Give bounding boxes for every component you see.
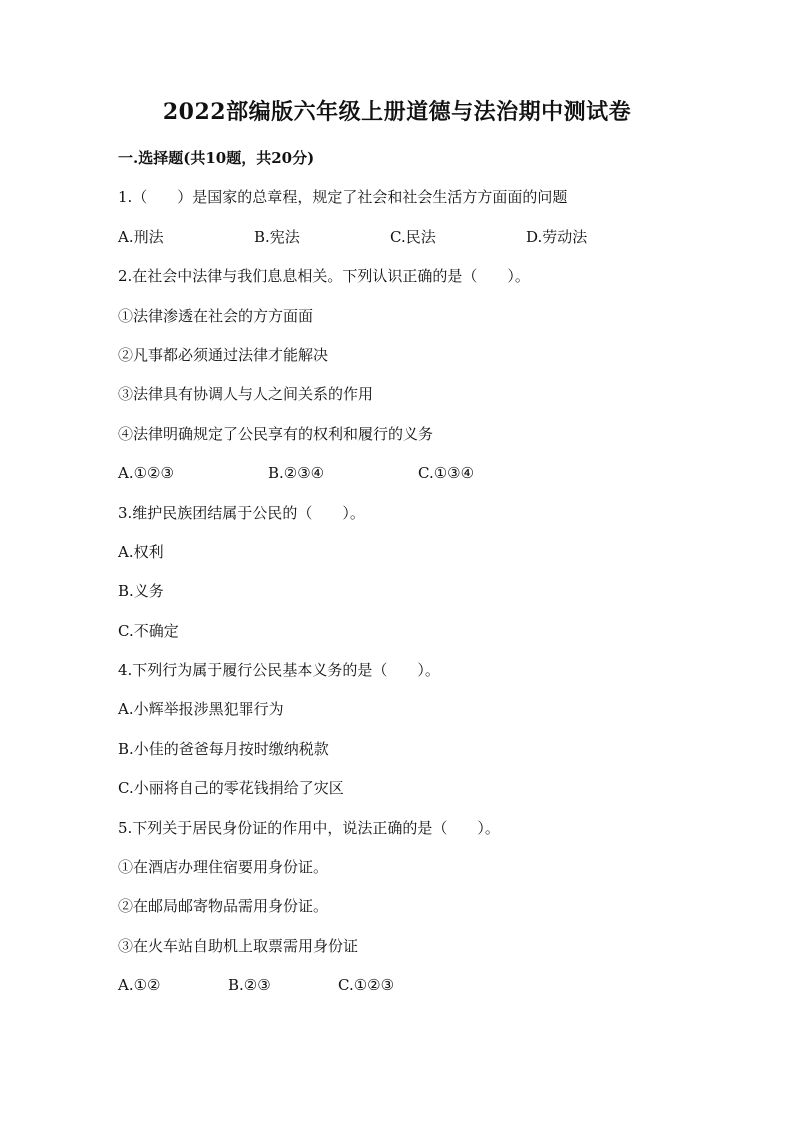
question-4-option-b: B.小佳的爸爸每月按时缴纳税款 bbox=[118, 739, 329, 758]
question-5-statement-1: ①在酒店办理住宿要用身份证。 bbox=[118, 858, 329, 877]
question-5-stem: 5.下列关于居民身份证的作用中，说法正确的是（ ）。 bbox=[118, 818, 500, 837]
question-2-statement-1: ①法律渗透在社会的方方面面 bbox=[118, 306, 314, 325]
question-5-statement-2: ②在邮局邮寄物品需用身份证。 bbox=[118, 897, 329, 916]
question-2-stem: 2.在社会中法律与我们息息相关。下列认识正确的是（ ）。 bbox=[118, 267, 530, 286]
question-2-statement-2: ②凡事都必须通过法律才能解决 bbox=[118, 345, 329, 364]
question-5-statement-3: ③在火车站自助机上取票需用身份证 bbox=[118, 936, 359, 955]
question-1-options bbox=[118, 227, 676, 247]
question-1-option-c: C.民法 bbox=[390, 227, 436, 246]
question-4-stem: 4.下列行为属于履行公民基本义务的是（ ）。 bbox=[118, 661, 440, 680]
question-3-option-b: B.义务 bbox=[118, 582, 164, 601]
question-5-option-b: B.②③ bbox=[228, 976, 271, 995]
question-2-statement-3: ③法律具有协调人与人之间关系的作用 bbox=[118, 385, 374, 404]
question-1-option-a: A.刑法 bbox=[118, 227, 164, 246]
question-3-option-a: A.权利 bbox=[118, 542, 164, 561]
section-heading: 一.选择题(共10题，共20分) bbox=[118, 149, 315, 167]
question-2-options bbox=[118, 463, 676, 483]
question-1-option-d: D.劳动法 bbox=[526, 227, 588, 246]
question-2-option-a: A.①②③ bbox=[118, 464, 174, 483]
question-5-options bbox=[118, 975, 676, 995]
question-3-stem: 3.维护民族团结属于公民的（ ）。 bbox=[118, 503, 365, 522]
question-4-option-c: C.小丽将自己的零花钱捐给了灾区 bbox=[118, 779, 344, 798]
question-2-option-c: C.①③④ bbox=[418, 464, 475, 483]
question-1-option-b: B.宪法 bbox=[254, 227, 300, 246]
question-3-option-c: C.不确定 bbox=[118, 621, 179, 640]
question-4-option-a: A.小辉举报涉黑犯罪行为 bbox=[118, 700, 284, 719]
question-2-option-b: B.②③④ bbox=[268, 464, 325, 483]
question-5-option-a: A.①② bbox=[118, 976, 161, 995]
question-1-stem: 1.（ ）是国家的总章程，规定了社会和社会生活方方面面的问题 bbox=[118, 188, 568, 207]
question-2-statement-4: ④法律明确规定了公民享有的权利和履行的义务 bbox=[118, 424, 434, 443]
exam-title: 2022部编版六年级上册道德与法治期中测试卷 bbox=[162, 99, 632, 125]
question-5-option-c: C.①②③ bbox=[338, 976, 395, 995]
